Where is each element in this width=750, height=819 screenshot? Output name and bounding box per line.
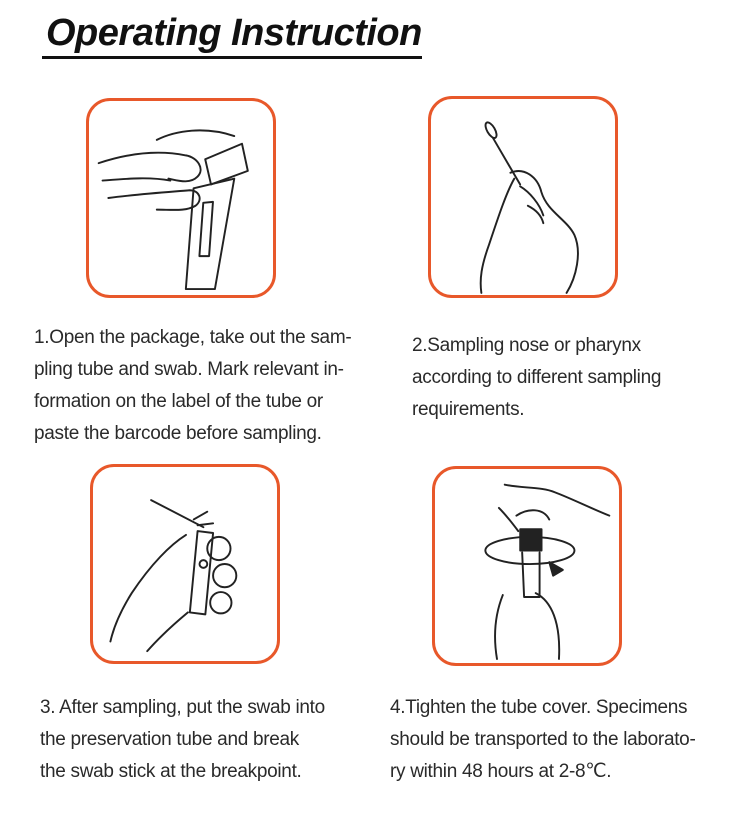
title-underline — [42, 56, 422, 59]
step-1-line-4: paste the barcode before sampling. — [34, 423, 322, 444]
step-3-line-3: the swab stick at the breakpoint. — [40, 761, 302, 782]
step-1-line-1: 1.Open the package, take out the sam- — [34, 327, 352, 348]
step-1-line-2: pling tube and swab. Mark relevant in- — [34, 359, 344, 380]
step-1-image — [86, 98, 276, 298]
step-4-image — [432, 466, 622, 666]
step-2-image — [428, 96, 618, 298]
step-2-line-3: requirements. — [412, 399, 525, 420]
break-swab-illustration — [93, 467, 277, 661]
tighten-cap-illustration — [435, 469, 619, 663]
step-4-line-1: 4.Tighten the tube cover. Specimens — [390, 697, 688, 718]
step-3-line-1: 3. After sampling, put the swab into — [40, 697, 325, 718]
step-2-caption — [412, 330, 661, 426]
hold-swab-illustration — [431, 99, 615, 295]
step-1-line-3: formation on the label of the tube or — [34, 391, 323, 412]
step-4-caption — [390, 692, 695, 788]
open-package-illustration — [89, 101, 273, 295]
step-1-caption — [34, 322, 351, 450]
step-3-image — [90, 464, 280, 664]
page-title: Operating Instruction — [46, 12, 422, 54]
step-3-caption — [40, 692, 325, 788]
step-2-line-1: 2.Sampling nose or pharynx — [412, 335, 641, 356]
step-3-line-2: the preservation tube and break — [40, 729, 299, 750]
step-4-line-2: should be transported to the laborato- — [390, 729, 696, 750]
step-2-line-2: according to different sampling — [412, 367, 662, 388]
step-4-line-3: ry within 48 hours at 2-8℃. — [390, 761, 612, 782]
